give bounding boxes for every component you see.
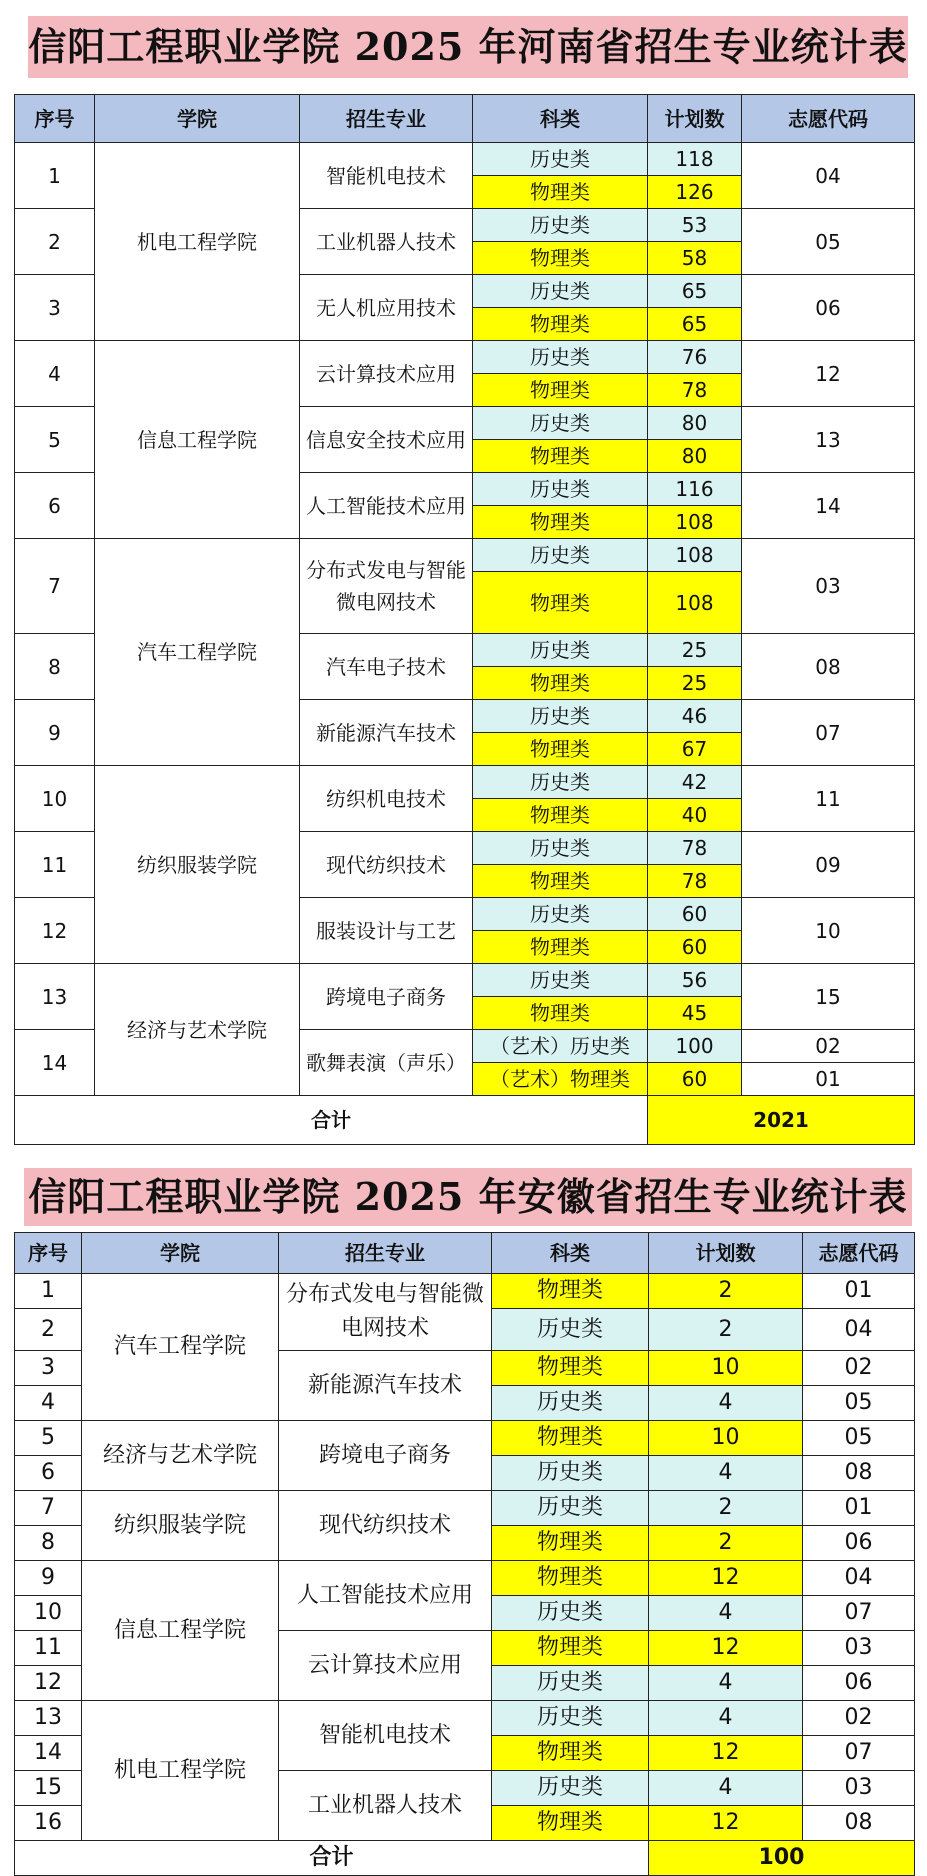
header-major: 招生专业: [279, 1233, 492, 1274]
code-cell: 09: [742, 832, 915, 898]
henan-header-row: [15, 95, 915, 143]
plan-cell: 4: [649, 1386, 803, 1421]
category-cell: 物理类: [473, 440, 648, 473]
row-no: 16: [15, 1806, 82, 1841]
code-cell: 03: [803, 1631, 915, 1666]
category-cell: 历史类: [473, 898, 648, 931]
anhui-table: [14, 1232, 915, 1876]
code-cell: 07: [742, 700, 915, 766]
row-no: 6: [15, 473, 95, 539]
plan-cell: 65: [648, 275, 742, 308]
table-row: [15, 1561, 915, 1596]
category-cell: 物理类: [473, 865, 648, 898]
code-cell: 08: [742, 634, 915, 700]
anhui-header-row: [15, 1233, 915, 1274]
plan-cell: 25: [648, 667, 742, 700]
table-row: [15, 766, 915, 799]
plan-cell: 12: [649, 1806, 803, 1841]
plan-cell: 42: [648, 766, 742, 799]
major-cell: 分布式发电与智能微电网技术: [300, 539, 473, 634]
major-cell: 歌舞表演（声乐）: [300, 1030, 473, 1096]
plan-cell: 10: [649, 1421, 803, 1456]
code-cell: 01: [803, 1274, 915, 1309]
code-cell: 02: [742, 1030, 915, 1063]
plan-cell: 4: [649, 1666, 803, 1701]
category-cell: 历史类: [492, 1386, 649, 1421]
row-no: 7: [15, 539, 95, 634]
category-cell: 物理类: [492, 1421, 649, 1456]
code-cell: 08: [803, 1806, 915, 1841]
college-cell: 经济与艺术学院: [82, 1421, 279, 1491]
plan-cell: 10: [649, 1351, 803, 1386]
category-cell: 物理类: [492, 1806, 649, 1841]
major-cell: 服装设计与工艺: [300, 898, 473, 964]
category-cell: 物理类: [473, 997, 648, 1030]
major-cell: 智能机电技术: [279, 1701, 492, 1771]
plan-cell: 4: [649, 1771, 803, 1806]
major-cell: 分布式发电与智能微电网技术: [279, 1274, 492, 1351]
plan-cell: 80: [648, 440, 742, 473]
table-row: [15, 1274, 915, 1309]
row-no: 9: [15, 1561, 82, 1596]
anhui-total-row: [15, 1841, 915, 1876]
major-cell: 汽车电子技术: [300, 634, 473, 700]
category-cell: 历史类: [492, 1771, 649, 1806]
category-cell: 历史类: [492, 1491, 649, 1526]
table-row: [15, 341, 915, 374]
row-no: 4: [15, 1386, 82, 1421]
plan-cell: 4: [649, 1596, 803, 1631]
college-cell: 信息工程学院: [82, 1561, 279, 1701]
category-cell: 物理类: [473, 374, 648, 407]
plan-cell: 53: [648, 209, 742, 242]
college-cell: 机电工程学院: [95, 143, 300, 341]
plan-cell: 2: [649, 1526, 803, 1561]
code-cell: 04: [742, 143, 915, 209]
category-cell: 历史类: [492, 1456, 649, 1491]
major-cell: 工业机器人技术: [300, 209, 473, 275]
plan-cell: 58: [648, 242, 742, 275]
category-cell: 历史类: [473, 341, 648, 374]
college-cell: 汽车工程学院: [95, 539, 300, 766]
row-no: 10: [15, 766, 95, 832]
major-cell: 现代纺织技术: [279, 1491, 492, 1561]
category-cell: 历史类: [473, 766, 648, 799]
category-cell: 历史类: [492, 1666, 649, 1701]
major-cell: 新能源汽车技术: [279, 1351, 492, 1421]
plan-cell: 126: [648, 176, 742, 209]
plan-cell: 12: [649, 1631, 803, 1666]
row-no: 5: [15, 407, 95, 473]
college-cell: 机电工程学院: [82, 1701, 279, 1841]
major-cell: 纺织机电技术: [300, 766, 473, 832]
anhui-section: [14, 1168, 914, 1876]
total-value: 100: [649, 1841, 915, 1876]
plan-cell: 108: [648, 539, 742, 572]
major-cell: 人工智能技术应用: [279, 1561, 492, 1631]
category-cell: 物理类: [473, 308, 648, 341]
code-cell: 03: [803, 1771, 915, 1806]
code-cell: 05: [803, 1386, 915, 1421]
code-cell: 12: [742, 341, 915, 407]
header-no: 序号: [15, 1233, 82, 1274]
plan-cell: 80: [648, 407, 742, 440]
category-cell: 历史类: [473, 473, 648, 506]
code-cell: 08: [803, 1456, 915, 1491]
plan-cell: 108: [648, 506, 742, 539]
plan-cell: 60: [648, 898, 742, 931]
plan-cell: 45: [648, 997, 742, 1030]
plan-cell: 25: [648, 634, 742, 667]
code-cell: 05: [803, 1421, 915, 1456]
row-no: 11: [15, 832, 95, 898]
row-no: 4: [15, 341, 95, 407]
row-no: 7: [15, 1491, 82, 1526]
category-cell: 物理类: [473, 733, 648, 766]
henan-section: [14, 16, 914, 1145]
plan-cell: 2: [649, 1491, 803, 1526]
plan-cell: 56: [648, 964, 742, 997]
category-cell: 历史类: [473, 275, 648, 308]
category-cell: 物理类: [473, 176, 648, 209]
henan-table-title: 信阳工程职业学院 2025 年河南省招生专业统计表: [28, 16, 908, 78]
row-no: 13: [15, 1701, 82, 1736]
major-cell: 人工智能技术应用: [300, 473, 473, 539]
major-cell: 工业机器人技术: [279, 1771, 492, 1841]
category-cell: 物理类: [473, 242, 648, 275]
row-no: 14: [15, 1736, 82, 1771]
category-cell: （艺术）历史类: [473, 1030, 648, 1063]
plan-cell: 67: [648, 733, 742, 766]
category-cell: 物理类: [492, 1274, 649, 1309]
plan-cell: 12: [649, 1561, 803, 1596]
code-cell: 13: [742, 407, 915, 473]
table-row: [15, 1491, 915, 1526]
code-cell: 11: [742, 766, 915, 832]
category-cell: 物理类: [473, 506, 648, 539]
plan-cell: 2: [649, 1274, 803, 1309]
plan-cell: 78: [648, 832, 742, 865]
header-no: 序号: [15, 95, 95, 143]
major-cell: 跨境电子商务: [300, 964, 473, 1030]
plan-cell: 4: [649, 1456, 803, 1491]
row-no: 1: [15, 1274, 82, 1309]
row-no: 11: [15, 1631, 82, 1666]
row-no: 5: [15, 1421, 82, 1456]
total-value: 2021: [648, 1096, 915, 1145]
college-cell: 纺织服装学院: [95, 766, 300, 964]
code-cell: 06: [742, 275, 915, 341]
row-no: 12: [15, 1666, 82, 1701]
college-cell: 纺织服装学院: [82, 1491, 279, 1561]
row-no: 2: [15, 1309, 82, 1351]
code-cell: 02: [803, 1351, 915, 1386]
category-cell: 物理类: [492, 1561, 649, 1596]
row-no: 15: [15, 1771, 82, 1806]
category-cell: 历史类: [473, 634, 648, 667]
code-cell: 02: [803, 1701, 915, 1736]
major-cell: 信息安全技术应用: [300, 407, 473, 473]
category-cell: 物理类: [473, 667, 648, 700]
plan-cell: 4: [649, 1701, 803, 1736]
category-cell: 历史类: [473, 832, 648, 865]
table-row: [15, 143, 915, 176]
plan-cell: 76: [648, 341, 742, 374]
category-cell: 历史类: [492, 1309, 649, 1351]
row-no: 1: [15, 143, 95, 209]
code-cell: 14: [742, 473, 915, 539]
row-no: 3: [15, 275, 95, 341]
table-row: [15, 1701, 915, 1736]
plan-cell: 60: [648, 1063, 742, 1096]
plan-cell: 78: [648, 865, 742, 898]
anhui-table-title: 信阳工程职业学院 2025 年安徽省招生专业统计表: [24, 1168, 912, 1226]
category-cell: 物理类: [492, 1631, 649, 1666]
row-no: 6: [15, 1456, 82, 1491]
row-no: 2: [15, 209, 95, 275]
code-cell: 06: [803, 1526, 915, 1561]
category-cell: 物理类: [473, 931, 648, 964]
plan-cell: 100: [648, 1030, 742, 1063]
plan-cell: 78: [648, 374, 742, 407]
major-cell: 无人机应用技术: [300, 275, 473, 341]
total-label: 合计: [15, 1096, 648, 1145]
category-cell: 物理类: [492, 1351, 649, 1386]
college-cell: 汽车工程学院: [82, 1274, 279, 1421]
code-cell: 04: [803, 1309, 915, 1351]
table-row: [15, 964, 915, 997]
table-row: [15, 1421, 915, 1456]
header-category: 科类: [473, 95, 648, 143]
category-cell: 物理类: [492, 1526, 649, 1561]
header-college: 学院: [95, 95, 300, 143]
header-plan: 计划数: [649, 1233, 803, 1274]
total-label: 合计: [15, 1841, 649, 1876]
code-cell: 01: [742, 1063, 915, 1096]
header-college: 学院: [82, 1233, 279, 1274]
category-cell: 物理类: [492, 1736, 649, 1771]
header-category: 科类: [492, 1233, 649, 1274]
row-no: 9: [15, 700, 95, 766]
table-row: [15, 539, 915, 572]
row-no: 10: [15, 1596, 82, 1631]
code-cell: 04: [803, 1561, 915, 1596]
plan-cell: 46: [648, 700, 742, 733]
row-no: 13: [15, 964, 95, 1030]
plan-cell: 12: [649, 1736, 803, 1771]
code-cell: 15: [742, 964, 915, 1030]
header-major: 招生专业: [300, 95, 473, 143]
plan-cell: 2: [649, 1309, 803, 1351]
category-cell: 历史类: [492, 1596, 649, 1631]
college-cell: 信息工程学院: [95, 341, 300, 539]
header-code: 志愿代码: [803, 1233, 915, 1274]
row-no: 14: [15, 1030, 95, 1096]
row-no: 12: [15, 898, 95, 964]
code-cell: 07: [803, 1596, 915, 1631]
row-no: 8: [15, 634, 95, 700]
plan-cell: 65: [648, 308, 742, 341]
major-cell: 云计算技术应用: [279, 1631, 492, 1701]
plan-cell: 60: [648, 931, 742, 964]
major-cell: 智能机电技术: [300, 143, 473, 209]
henan-total-row: [15, 1096, 915, 1145]
plan-cell: 40: [648, 799, 742, 832]
category-cell: 历史类: [473, 539, 648, 572]
code-cell: 10: [742, 898, 915, 964]
plan-cell: 116: [648, 473, 742, 506]
category-cell: 历史类: [473, 964, 648, 997]
category-cell: 历史类: [492, 1701, 649, 1736]
category-cell: 历史类: [473, 700, 648, 733]
major-cell: 现代纺织技术: [300, 832, 473, 898]
code-cell: 06: [803, 1666, 915, 1701]
category-cell: 历史类: [473, 143, 648, 176]
row-no: 8: [15, 1526, 82, 1561]
major-cell: 跨境电子商务: [279, 1421, 492, 1491]
row-no: 3: [15, 1351, 82, 1386]
plan-cell: 108: [648, 572, 742, 634]
code-cell: 07: [803, 1736, 915, 1771]
major-cell: 新能源汽车技术: [300, 700, 473, 766]
code-cell: 05: [742, 209, 915, 275]
header-code: 志愿代码: [742, 95, 915, 143]
code-cell: 01: [803, 1491, 915, 1526]
henan-table: [14, 94, 915, 1145]
college-cell: 经济与艺术学院: [95, 964, 300, 1096]
category-cell: 历史类: [473, 209, 648, 242]
category-cell: 物理类: [473, 799, 648, 832]
category-cell: 物理类: [473, 572, 648, 634]
category-cell: （艺术）物理类: [473, 1063, 648, 1096]
major-cell: 云计算技术应用: [300, 341, 473, 407]
code-cell: 03: [742, 539, 915, 634]
header-plan: 计划数: [648, 95, 742, 143]
category-cell: 历史类: [473, 407, 648, 440]
plan-cell: 118: [648, 143, 742, 176]
